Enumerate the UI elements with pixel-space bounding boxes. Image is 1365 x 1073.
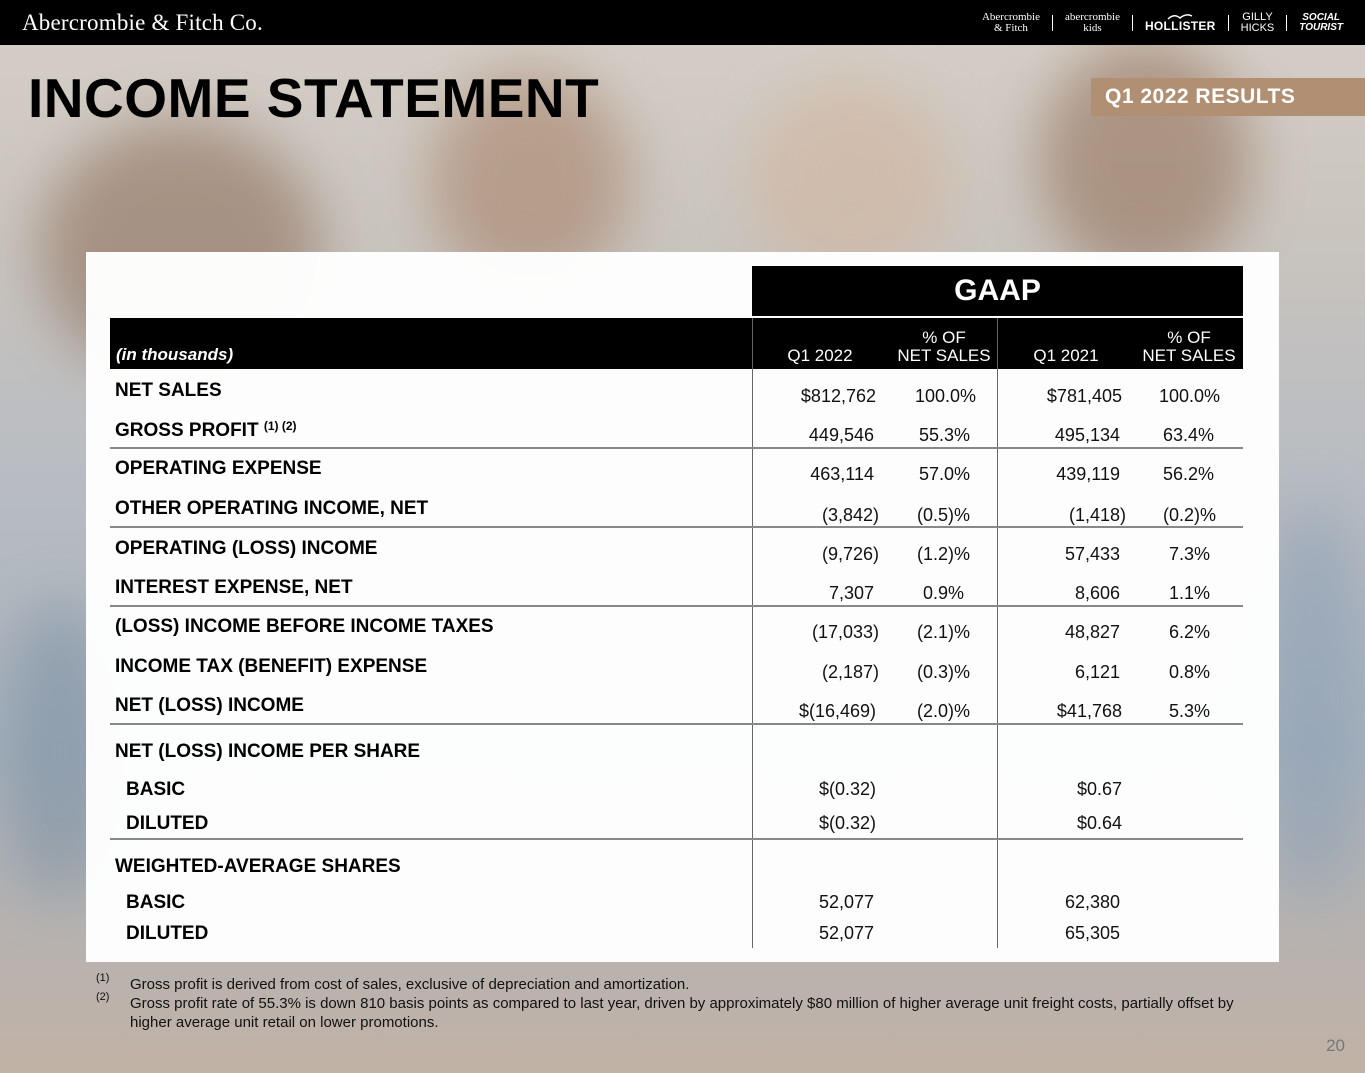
column-divider <box>997 318 998 948</box>
row-label: INCOME TAX (BENEFIT) EXPENSE <box>115 656 428 677</box>
cell-q1-2021: 8,606 <box>1074 583 1120 603</box>
row-divider <box>110 838 1243 840</box>
cell-q1-2022: 463,114 <box>810 464 874 484</box>
cell-q1-2022: 7,307 <box>828 583 874 603</box>
cell-q1-2021: 57,433 <box>1064 544 1120 564</box>
row-label: OPERATING (LOSS) INCOME <box>115 538 378 559</box>
cell-q1-2021: 495,134 <box>1054 425 1120 445</box>
section-heading: NET (LOSS) INCOME PER SHARE <box>115 741 421 762</box>
column-header-line: NET SALES <box>897 346 991 365</box>
results-tag: Q1 2022 RESULTS <box>1091 78 1365 116</box>
column-divider <box>752 318 753 948</box>
brand-line: GILLY <box>1242 10 1273 23</box>
cell-q1-2022: (9,726) <box>821 544 879 564</box>
row-label: INTEREST EXPENSE, NET <box>115 577 353 598</box>
column-header <box>895 329 993 365</box>
cell-q1-2021: 439,119 <box>1056 464 1120 484</box>
cell-q1-2021: $41,768 <box>1056 701 1122 721</box>
column-header <box>1021 347 1111 365</box>
brand-logo-hollister <box>1145 13 1216 32</box>
footnote-mark: (2) <box>96 991 110 1003</box>
row-divider <box>110 723 1243 725</box>
units-label: (in thousands) <box>116 345 234 364</box>
cell-pct-2022: (1.2)% <box>916 544 970 564</box>
cell-pct-2021: 0.8% <box>1168 662 1210 682</box>
column-header-line: Q1 2021 <box>1033 346 1099 365</box>
cell-pct-2021: 5.3% <box>1168 701 1210 721</box>
cell-q1-2021: 48,827 <box>1064 622 1120 642</box>
footnotes <box>96 972 1276 1032</box>
column-header-row <box>110 318 1243 369</box>
row-label: DILUTED <box>126 923 209 944</box>
row-label: BASIC <box>126 892 186 913</box>
cell-q1-2022: $(0.32) <box>818 813 876 833</box>
row-label: NET SALES <box>115 380 222 401</box>
cell-pct-2021: 100.0% <box>1158 386 1220 406</box>
cell-pct-2021: 7.3% <box>1168 544 1210 564</box>
cell-q1-2022: 52,077 <box>818 892 874 912</box>
cell-q1-2021: 6,121 <box>1074 662 1120 682</box>
cell-q1-2021: $0.67 <box>1076 779 1122 799</box>
brand-line: kids <box>1083 21 1102 34</box>
section-heading: WEIGHTED-AVERAGE SHARES <box>115 856 401 877</box>
cell-q1-2022: 449,546 <box>808 425 874 445</box>
cell-q1-2021: 65,305 <box>1064 923 1120 943</box>
cell-pct-2021: 63.4% <box>1162 425 1214 445</box>
brand-divider <box>1132 15 1133 31</box>
row-divider <box>110 447 1243 449</box>
brand-divider <box>1286 15 1287 31</box>
brand-line: SOCIAL <box>1302 11 1341 23</box>
cell-q1-2022: $812,762 <box>800 386 876 406</box>
cell-pct-2021: 1.1% <box>1168 583 1210 603</box>
footnote <box>96 991 1276 1032</box>
brand-line: abercrombie <box>1064 10 1120 23</box>
column-header <box>1140 329 1238 365</box>
gaap-header: GAAP <box>752 266 1243 316</box>
cell-q1-2021: (1,418) <box>1068 505 1126 525</box>
brand-line: & Fitch <box>994 21 1028 34</box>
cell-pct-2021: 6.2% <box>1168 622 1210 642</box>
background-photo-shape <box>1040 40 1250 280</box>
cell-pct-2022: 55.3% <box>918 425 970 445</box>
brand-logo-social-tourist <box>1299 13 1343 33</box>
brand-logo-abercrombie-kids <box>1065 12 1120 34</box>
column-header-line: NET SALES <box>1142 346 1236 365</box>
column-header-line: % OF <box>922 328 966 347</box>
cell-q1-2022: (3,842) <box>821 505 879 525</box>
row-label <box>115 419 297 442</box>
row-label: DILUTED <box>126 813 209 834</box>
background-photo-shape <box>750 80 950 280</box>
cell-q1-2021: $0.64 <box>1076 813 1122 833</box>
cell-pct-2021: (0.2)% <box>1162 505 1216 525</box>
footnote-text: Gross profit rate of 55.3% is down 810 basis points as compared to last year, driven by approximately $80 million of higher average unit freight costs, partially offset by higher average unit retail on lower promotions. <box>130 995 1234 1031</box>
cell-q1-2022: (17,033) <box>811 622 879 642</box>
cell-pct-2022: (0.3)% <box>916 662 970 682</box>
cell-pct-2022: 100.0% <box>914 386 976 406</box>
brand-line: TOURIST <box>1299 21 1343 33</box>
cell-pct-2022: (2.0)% <box>916 701 970 721</box>
footnote-text: Gross profit is derived from cost of sales, exclusive of depreciation and amortization. <box>130 976 690 993</box>
footnote-mark: (1) <box>96 972 110 984</box>
brand-divider <box>1052 15 1053 31</box>
cell-q1-2022: (2,187) <box>821 662 879 682</box>
brand-line: Abercrombie <box>981 10 1040 23</box>
row-label-text: GROSS PROFIT <box>115 420 259 441</box>
corporate-logo: Abercrombie & Fitch Co. <box>22 9 263 35</box>
brand-logo-gilly-hicks <box>1241 12 1275 34</box>
cell-pct-2022: 57.0% <box>918 464 970 484</box>
row-label: BASIC <box>126 779 186 800</box>
brand-bar <box>0 0 1365 45</box>
footnote <box>96 972 1276 994</box>
brand-logos <box>982 12 1343 34</box>
row-label: OTHER OPERATING INCOME, NET <box>115 498 429 519</box>
row-label: (LOSS) INCOME BEFORE INCOME TAXES <box>115 616 494 637</box>
cell-q1-2022: $(0.32) <box>818 779 876 799</box>
cell-q1-2021: 62,380 <box>1064 892 1120 912</box>
cell-q1-2022: $(16,469) <box>798 701 876 721</box>
row-label: OPERATING EXPENSE <box>115 458 322 479</box>
brand-line: HOLLISTER <box>1144 19 1216 33</box>
cell-pct-2022: (2.1)% <box>916 622 970 642</box>
brand-line: HICKS <box>1240 21 1275 34</box>
row-label: NET (LOSS) INCOME <box>115 695 304 716</box>
column-header-line: % OF <box>1167 328 1211 347</box>
cell-pct-2022: (0.5)% <box>916 505 970 525</box>
column-header-line: Q1 2022 <box>787 346 853 365</box>
cell-q1-2021: $781,405 <box>1046 386 1122 406</box>
row-divider <box>110 605 1243 607</box>
brand-logo-abercrombie-fitch <box>982 12 1040 34</box>
page-title: INCOME STATEMENT <box>28 67 600 129</box>
row-divider <box>110 526 1243 528</box>
cell-pct-2022: 0.9% <box>922 583 964 603</box>
cell-pct-2021: 56.2% <box>1162 464 1214 484</box>
cell-q1-2022: 52,077 <box>818 923 874 943</box>
column-header <box>775 347 865 365</box>
footnote-ref: (1) (2) <box>263 419 297 433</box>
page-number: 20 <box>1326 1036 1345 1055</box>
brand-divider <box>1228 15 1229 31</box>
